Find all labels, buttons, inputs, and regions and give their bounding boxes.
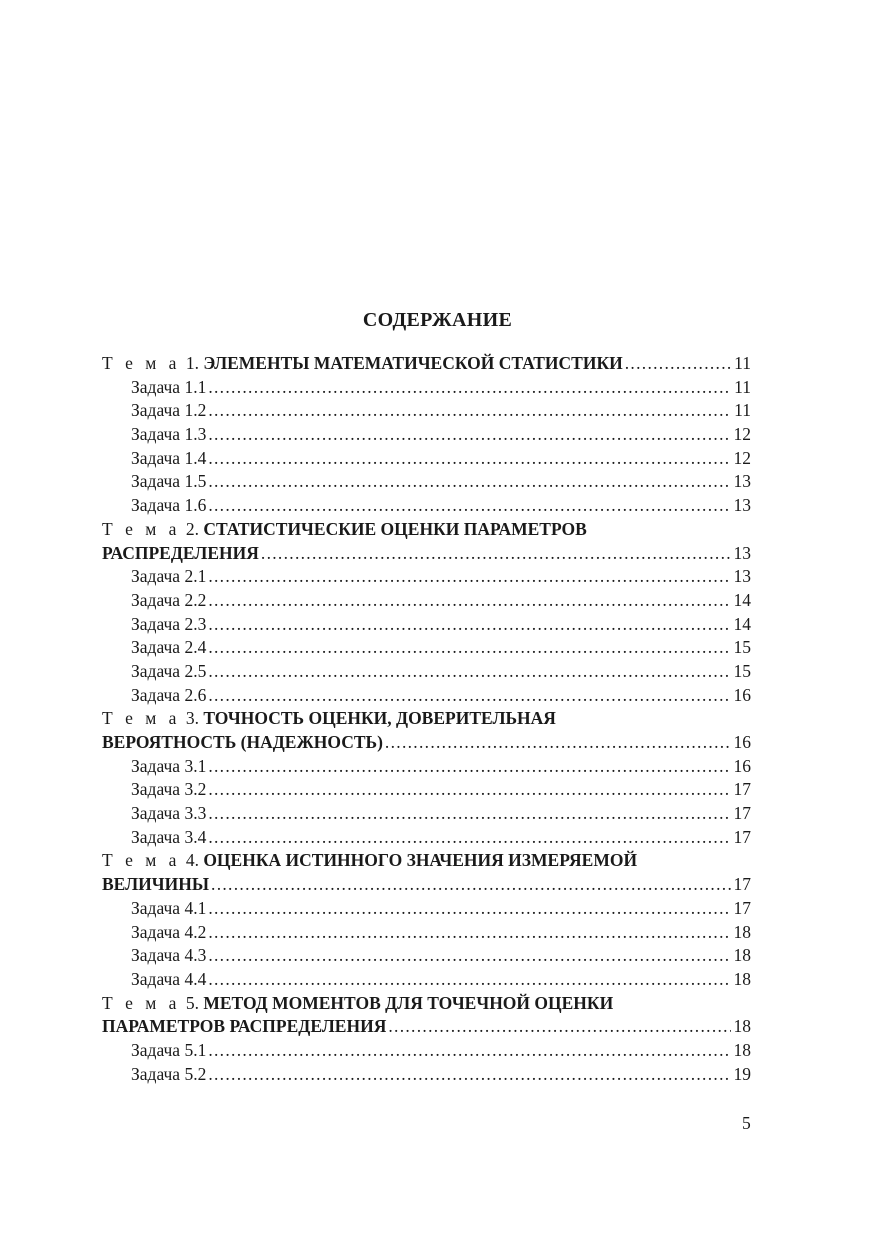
task-page: 12 — [733, 424, 751, 445]
task-label: Задача 4.4 — [131, 968, 207, 989]
dot-leader — [208, 447, 731, 471]
toc-topic-row — [102, 849, 751, 873]
toc-task-row — [102, 470, 751, 494]
toc-task-row — [102, 921, 751, 945]
page-number: 5 — [742, 1113, 751, 1133]
topic-number: 2. — [185, 518, 199, 539]
task-label: Задача 2.2 — [131, 589, 207, 610]
topic-page: 11 — [734, 353, 751, 373]
toc-task-row — [102, 1063, 751, 1087]
task-label: Задача 2.1 — [131, 566, 207, 587]
task-page: 16 — [733, 684, 751, 705]
task-label: Задача 2.3 — [131, 613, 207, 634]
toc-task-row — [102, 897, 751, 921]
dot-leader — [208, 968, 731, 992]
task-label: Задача 4.2 — [131, 921, 207, 942]
dot-leader — [208, 755, 731, 779]
table-of-contents — [102, 352, 751, 1086]
dot-leader — [208, 684, 731, 708]
toc-topic-row-continued — [102, 542, 751, 566]
dot-leader — [208, 802, 731, 826]
toc-heading: СОДЕРЖАНИЕ — [362, 309, 513, 331]
task-label: Задача 4.1 — [131, 897, 207, 918]
topic-number: 4. — [185, 850, 199, 871]
topic-prefix: Т е м а — [102, 353, 181, 373]
toc-task-row — [102, 660, 751, 684]
topic-prefix: Т е м а — [102, 850, 181, 871]
topic-title: ЭЛЕМЕНТЫ МАТЕМАТИЧЕСКОЙ СТАТИСТИКИ — [203, 353, 623, 373]
task-label: Задача 3.4 — [131, 826, 207, 847]
topic-title-continued: РАСПРЕДЕЛЕНИЯ — [102, 542, 259, 563]
task-page: 14 — [733, 589, 751, 610]
topic-prefix: Т е м а — [102, 992, 181, 1013]
task-label: Задача 2.5 — [131, 660, 207, 681]
task-page: 18 — [733, 968, 751, 989]
task-page: 19 — [733, 1063, 751, 1084]
task-label: Задача 5.1 — [131, 1039, 207, 1060]
toc-task-row — [102, 684, 751, 708]
task-label: Задача 1.4 — [131, 447, 207, 468]
task-page: 13 — [733, 495, 751, 516]
dot-leader — [208, 660, 731, 684]
task-label: Задача 3.1 — [131, 755, 207, 776]
task-label: Задача 3.2 — [131, 779, 207, 800]
task-page: 13 — [733, 471, 751, 492]
task-label: Задача 5.2 — [131, 1063, 207, 1084]
dot-leader — [625, 352, 731, 376]
dot-leader — [208, 423, 731, 447]
topic-title: ОЦЕНКА ИСТИННОГО ЗНАЧЕНИЯ ИЗМЕРЯЕМОЙ — [203, 850, 638, 871]
topic-page: 18 — [733, 1016, 751, 1037]
toc-topic-row — [102, 352, 751, 376]
topic-page: 16 — [733, 732, 751, 752]
topic-page: 17 — [733, 874, 751, 895]
toc-task-row — [102, 944, 751, 968]
topic-prefix: Т е м а — [102, 708, 181, 729]
toc-task-row — [102, 565, 751, 589]
task-page: 11 — [734, 376, 751, 397]
task-page: 14 — [733, 613, 751, 634]
topic-number: 3. — [185, 708, 199, 729]
toc-task-row — [102, 778, 751, 802]
toc-task-row — [102, 613, 751, 637]
toc-task-row — [102, 447, 751, 471]
task-label: Задача 2.6 — [131, 684, 207, 705]
toc-topic-row — [102, 992, 751, 1016]
task-page: 17 — [733, 803, 751, 824]
toc-task-row — [102, 399, 751, 423]
topic-title-continued: ВЕЛИЧИНЫ — [102, 874, 210, 895]
toc-task-row — [102, 589, 751, 613]
dot-leader — [211, 873, 731, 897]
dot-leader — [208, 944, 731, 968]
dot-leader — [261, 542, 731, 566]
task-page: 12 — [733, 447, 751, 468]
task-label: Задача 1.5 — [131, 471, 207, 492]
dot-leader — [385, 731, 731, 755]
topic-number: 1. — [185, 353, 199, 373]
dot-leader — [208, 376, 731, 400]
topic-title: СТАТИСТИЧЕСКИЕ ОЦЕНКИ ПАРАМЕТРОВ — [203, 518, 587, 539]
task-label: Задача 2.4 — [131, 637, 207, 658]
task-page: 13 — [733, 566, 751, 587]
toc-topic-row — [102, 707, 751, 731]
dot-leader — [208, 778, 731, 802]
task-page: 16 — [733, 755, 751, 776]
toc-topic-row-continued — [102, 731, 751, 755]
toc-task-row — [102, 376, 751, 400]
dot-leader — [388, 1015, 731, 1039]
task-page: 17 — [733, 897, 751, 918]
topic-title: ТОЧНОСТЬ ОЦЕНКИ, ДОВЕРИТЕЛЬНАЯ — [203, 708, 556, 729]
topic-number: 5. — [185, 992, 199, 1013]
toc-task-row — [102, 826, 751, 850]
dot-leader — [208, 589, 731, 613]
topic-title-continued: ВЕРОЯТНОСТЬ (НАДЕЖНОСТЬ) — [102, 732, 383, 752]
task-label: Задача 4.3 — [131, 945, 207, 966]
toc-task-row — [102, 968, 751, 992]
toc-task-row — [102, 494, 751, 518]
dot-leader — [208, 1063, 731, 1087]
dot-leader — [208, 470, 731, 494]
task-page: 11 — [734, 400, 751, 421]
task-page: 18 — [733, 921, 751, 942]
dot-leader — [208, 636, 731, 660]
task-page: 18 — [733, 945, 751, 966]
dot-leader — [208, 826, 731, 850]
dot-leader — [208, 399, 731, 423]
toc-topic-row-continued — [102, 873, 751, 897]
task-page: 18 — [733, 1039, 751, 1060]
topic-title: МЕТОД МОМЕНТОВ ДЛЯ ТОЧЕЧНОЙ ОЦЕНКИ — [203, 992, 614, 1013]
task-page: 15 — [733, 637, 751, 658]
toc-task-row — [102, 423, 751, 447]
topic-page: 13 — [733, 542, 751, 563]
task-page: 15 — [733, 660, 751, 681]
task-label: Задача 1.6 — [131, 495, 207, 516]
topic-title-continued: ПАРАМЕТРОВ РАСПРЕДЕЛЕНИЯ — [102, 1016, 387, 1037]
dot-leader — [208, 613, 731, 637]
task-label: Задача 1.2 — [131, 400, 207, 421]
task-page: 17 — [733, 826, 751, 847]
dot-leader — [208, 921, 731, 945]
dot-leader — [208, 897, 731, 921]
toc-task-row — [102, 1039, 751, 1063]
toc-task-row — [102, 755, 751, 779]
task-label: Задача 1.1 — [131, 376, 207, 397]
toc-topic-row — [102, 518, 751, 542]
dot-leader — [208, 1039, 731, 1063]
task-page: 17 — [733, 779, 751, 800]
toc-task-row — [102, 802, 751, 826]
toc-topic-row-continued — [102, 1015, 751, 1039]
dot-leader — [208, 565, 731, 589]
toc-task-row — [102, 636, 751, 660]
topic-prefix: Т е м а — [102, 518, 181, 539]
task-label: Задача 1.3 — [131, 424, 207, 445]
task-label: Задача 3.3 — [131, 803, 207, 824]
dot-leader — [208, 494, 731, 518]
